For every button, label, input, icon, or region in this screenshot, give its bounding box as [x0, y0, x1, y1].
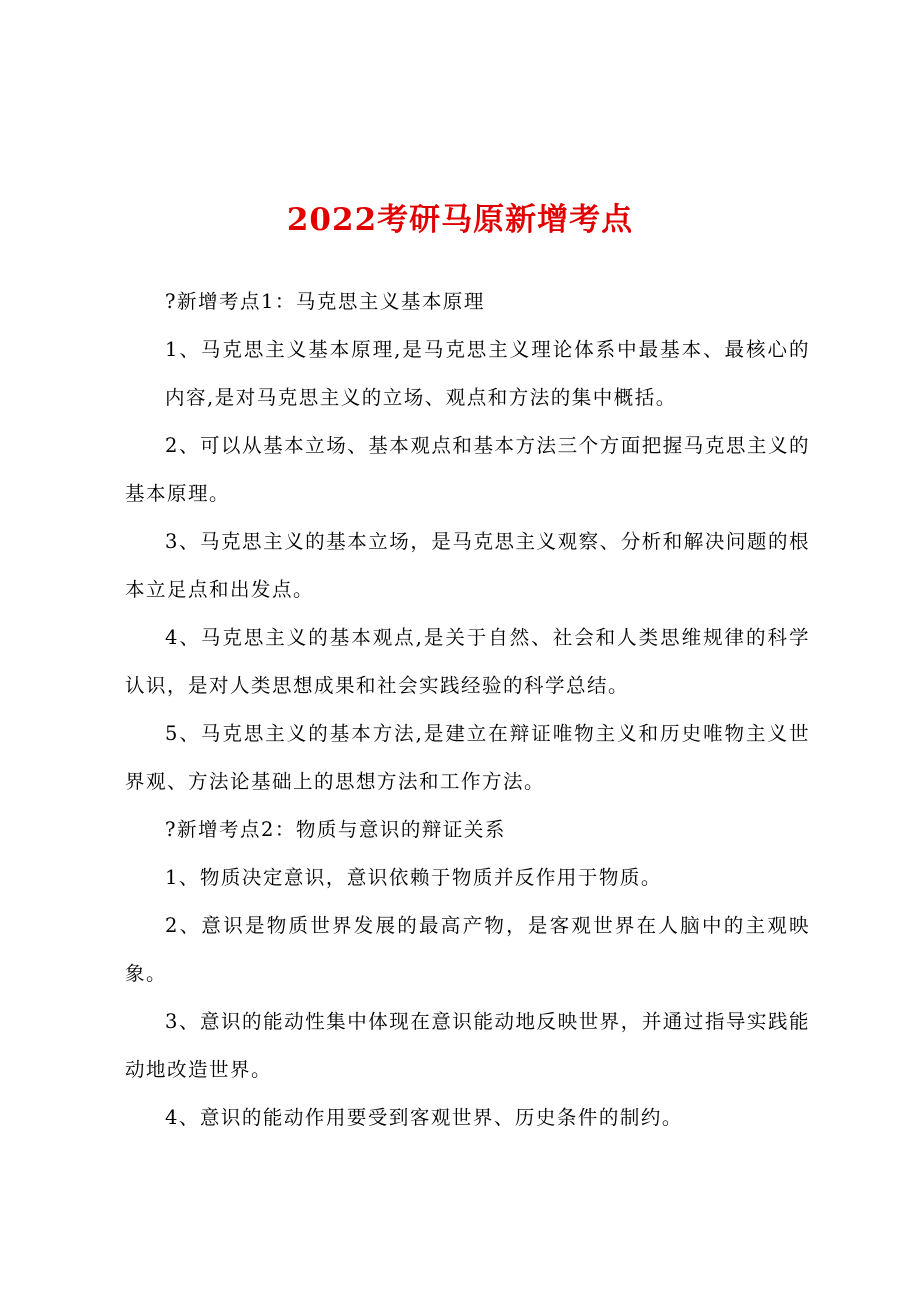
document-title: 2022考研马原新增考点 [286, 202, 634, 238]
paragraph-2-1: 1、物质决定意识，意识依赖于物质并反作用于物质。 [165, 866, 662, 889]
paragraph-2-3: 3、意识的能动性集中体现在意识能动地反映世界，并通过指导实践能动地改造世界。 [125, 1010, 810, 1081]
paragraph-1-4: 4、马克思主义的基本观点,是关于自然、社会和人类思维规律的科学认识，是对人类思想成果和社会实践经验的科学总结。 [125, 626, 810, 697]
section-heading-1: ?新增考点1：马克思主义基本原理 [165, 290, 485, 313]
paragraph-2-2: 2、意识是物质世界发展的最高产物，是客观世界在人脑中的主观映象。 [125, 914, 810, 985]
paragraph-1-5: 5、马克思主义的基本方法,是建立在辩证唯物主义和历史唯物主义世界观、方法论基础上的思想方法和工作方法。 [125, 722, 810, 793]
paragraph-1-3: 3、马克思主义的基本立场，是马克思主义观察、分析和解决问题的根本立足点和出发点。 [125, 530, 810, 601]
section-heading-2: ?新增考点2：物质与意识的辩证关系 [165, 818, 506, 841]
document-body [125, 278, 810, 1142]
paragraph-1-2: 2、可以从基本立场、基本观点和基本方法三个方面把握马克思主义的基本原理。 [125, 434, 810, 505]
paragraph-1-1: 1、马克思主义基本原理,是马克思主义理论体系中最基本、最核心的内容,是对马克思主义的立场、观点和方法的集中概括。 [165, 338, 810, 409]
paragraph-2-4: 4、意识的能动作用要受到客观世界、历史条件的制约。 [165, 1106, 683, 1129]
